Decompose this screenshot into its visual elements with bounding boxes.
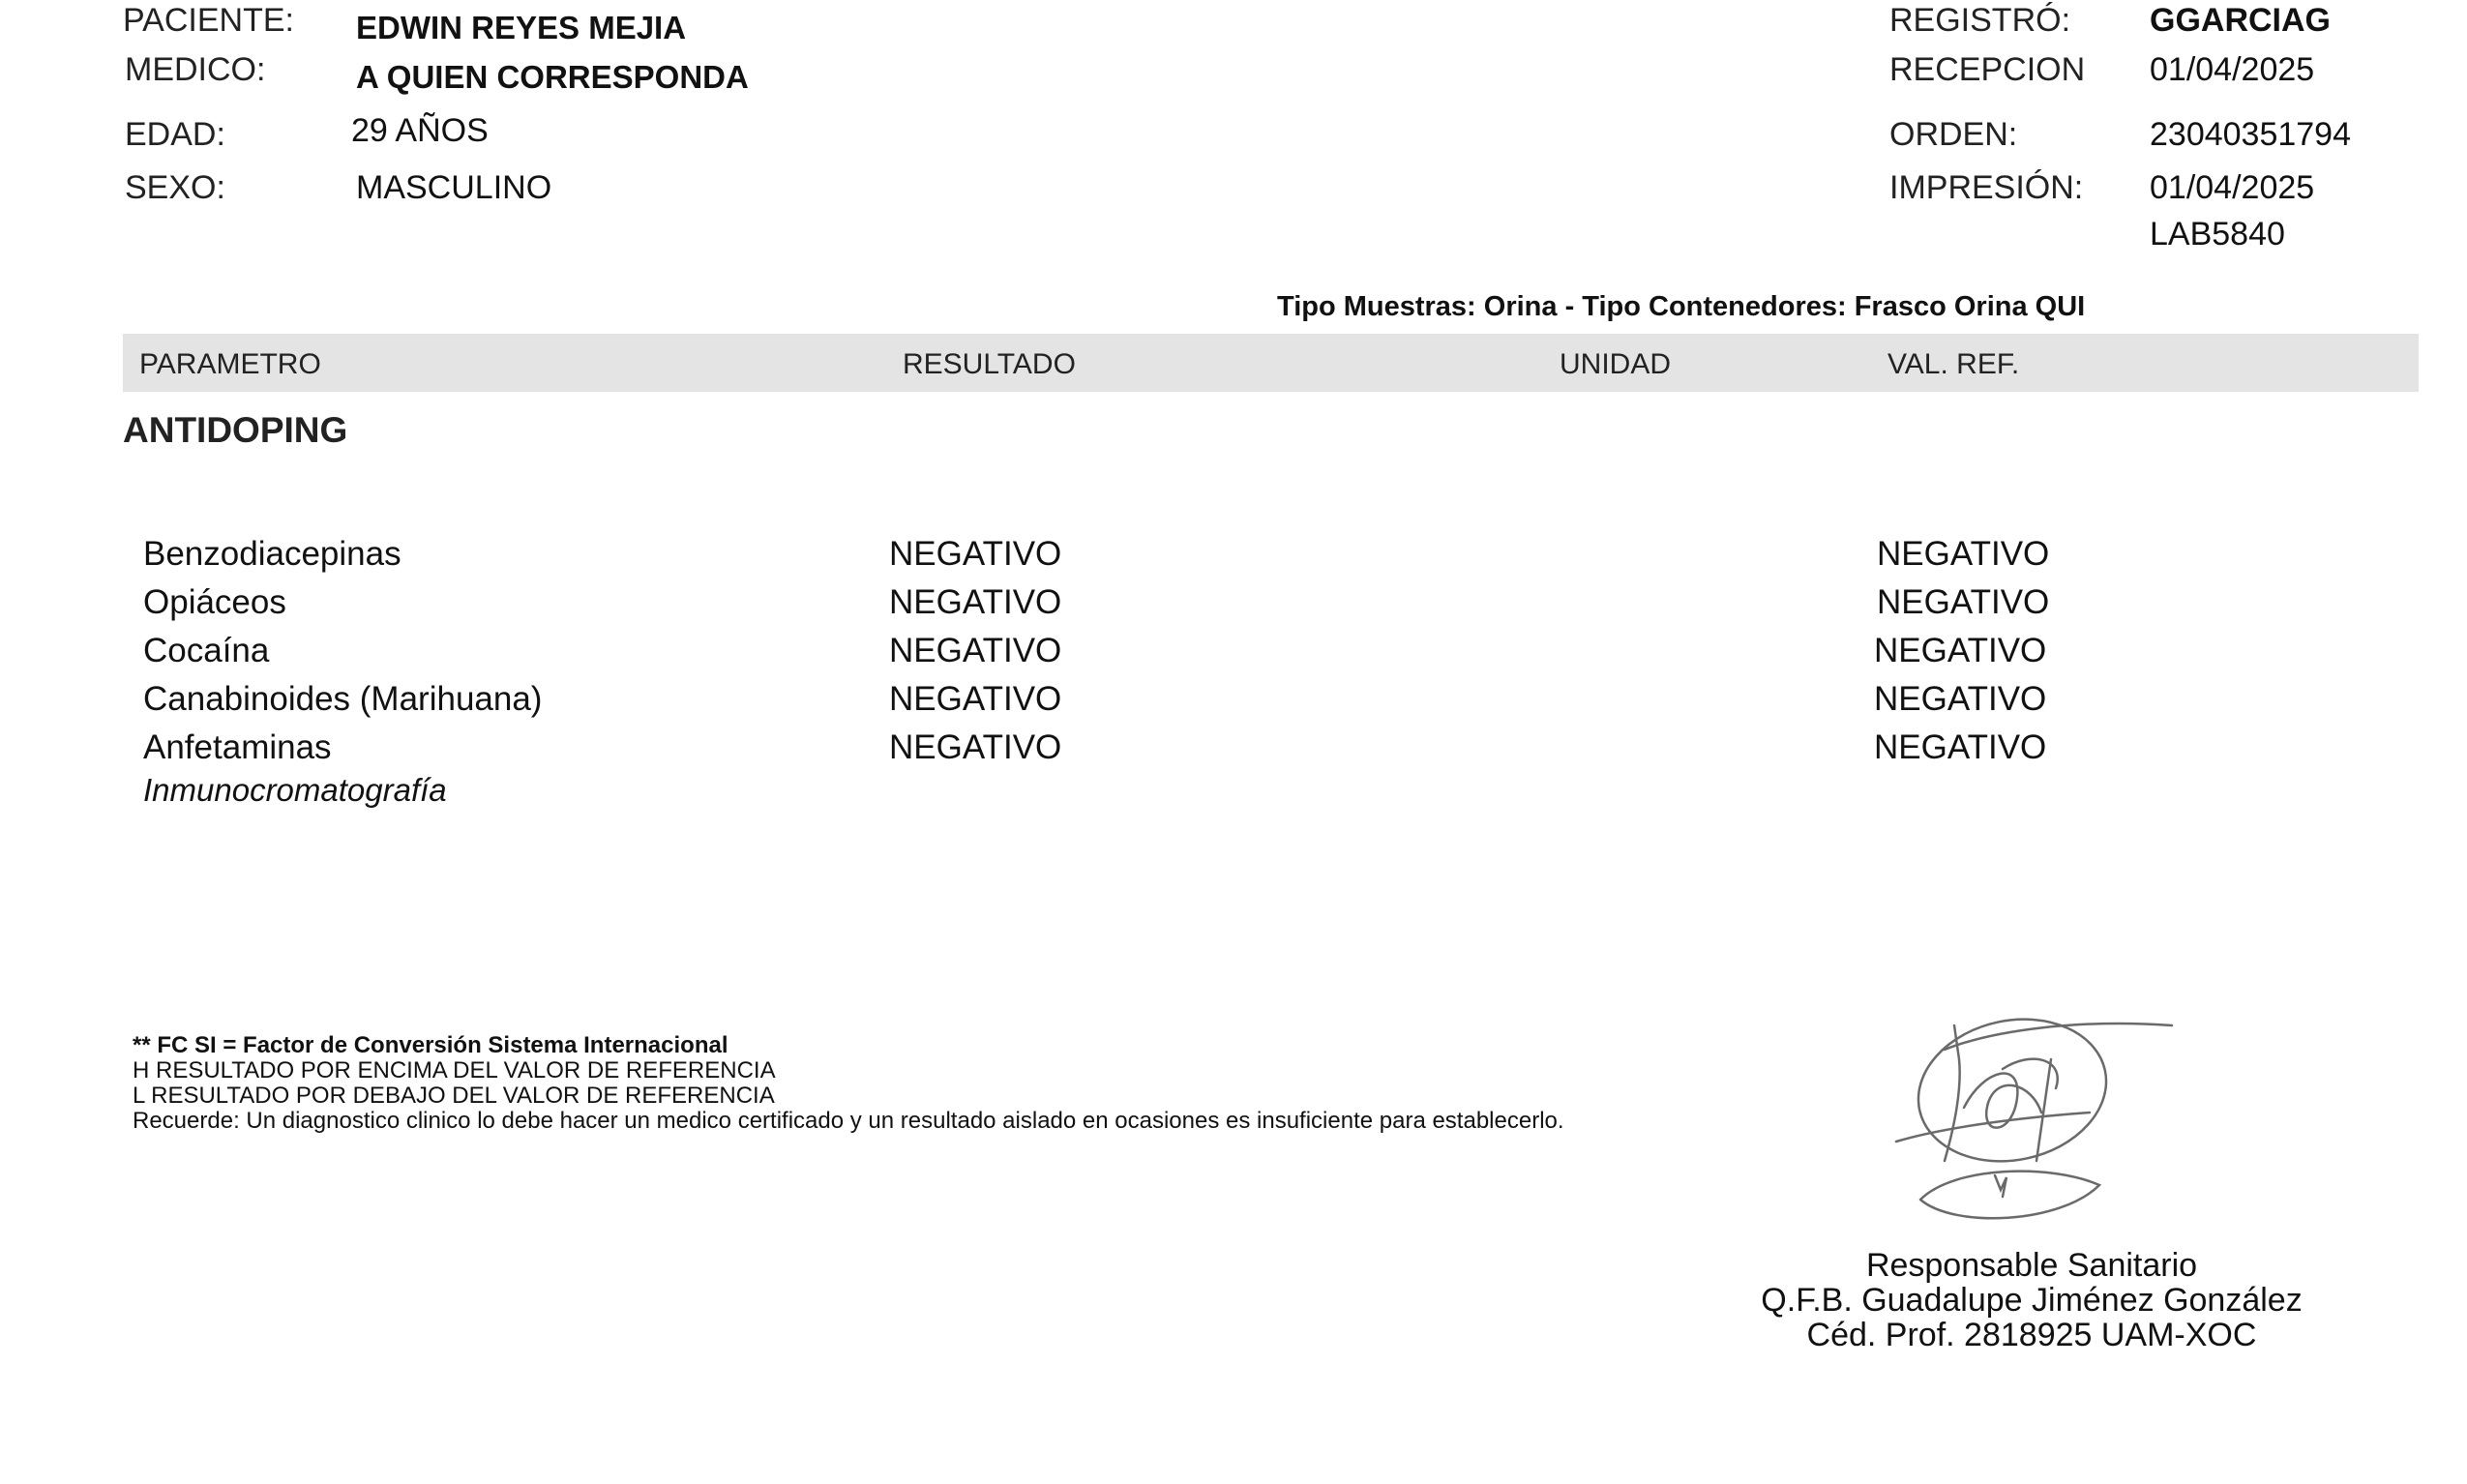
row-resultado: NEGATIVO	[889, 728, 1062, 766]
table-header	[123, 334, 2419, 392]
patient-label: PACIENTE:	[123, 2, 294, 39]
row-resultado: NEGATIVO	[889, 632, 1062, 669]
header-resultado: RESULTADO	[903, 348, 1076, 380]
age-label: EDAD:	[125, 116, 225, 153]
sex-label: SEXO:	[125, 169, 225, 206]
print-label: IMPRESIÓN:	[1889, 169, 2084, 206]
section-title: ANTIDOPING	[123, 410, 348, 450]
row-val-ref: NEGATIVO	[1874, 728, 2047, 766]
row-parametro: Cocaína	[143, 632, 270, 669]
reception-date: 01/04/2025	[2150, 51, 2315, 88]
print-date: 01/04/2025	[2150, 169, 2315, 206]
footer-notes	[133, 1033, 1564, 1134]
row-resultado: NEGATIVO	[889, 583, 1062, 621]
age-value: 29 AÑOS	[351, 112, 489, 149]
order-number: 23040351794	[2150, 116, 2352, 153]
header-unidad: UNIDAD	[1560, 348, 1672, 380]
patient-name: EDWIN REYES MEJIA	[356, 10, 687, 45]
signature-block	[1732, 1248, 2332, 1352]
lab-code: LAB5840	[2150, 216, 2285, 252]
row-parametro: Canabinoides (Marihuana)	[143, 680, 543, 718]
row-val-ref: NEGATIVO	[1874, 680, 2047, 718]
note-high: H RESULTADO POR ENCIMA DEL VALOR DE REFERENCIA	[133, 1057, 776, 1083]
doctor-label: MEDICO:	[125, 51, 266, 88]
header-parametro: PARAMETRO	[139, 348, 321, 380]
method-note: Inmunocromatografía	[143, 772, 447, 808]
signature-role: Responsable Sanitario	[1865, 1247, 2198, 1284]
header-val-ref: VAL. REF.	[1887, 348, 2020, 380]
note-low: L RESULTADO POR DEBAJO DEL VALOR DE REFERENCIA	[133, 1083, 775, 1109]
row-parametro: Benzodiacepinas	[143, 535, 401, 573]
registered-by-label: REGISTRÓ:	[1889, 2, 2071, 39]
row-val-ref: NEGATIVO	[1877, 535, 2050, 573]
row-resultado: NEGATIVO	[889, 535, 1062, 573]
signature-name: Q.F.B. Guadalupe Jiménez González	[1761, 1282, 2303, 1319]
sex-value: MASCULINO	[356, 169, 552, 206]
doctor-name: A QUIEN CORRESPONDA	[356, 59, 749, 95]
row-val-ref: NEGATIVO	[1877, 583, 2050, 621]
row-parametro: Anfetaminas	[143, 728, 332, 766]
reception-label: RECEPCION	[1889, 51, 2086, 88]
note-fc-si: ** FC SI = Factor de Conversión Sistema Internacional	[133, 1032, 728, 1058]
registered-by-value: GGARCIAG	[2150, 2, 2331, 39]
row-val-ref: NEGATIVO	[1874, 632, 2047, 669]
signature-image	[1887, 992, 2186, 1233]
signature-license: Céd. Prof. 2818925 UAM-XOC	[1806, 1317, 2257, 1353]
row-parametro: Opiáceos	[143, 583, 286, 621]
note-disclaimer: Recuerde: Un diagnostico clinico lo debe hacer un medico certificado y un resultado aislado en ocasiones es insuficiente para establecerlo.	[133, 1108, 1564, 1134]
order-label: ORDEN:	[1889, 116, 2018, 153]
row-resultado: NEGATIVO	[889, 680, 1062, 718]
sample-info: Tipo Muestras: Orina - Tipo Contenedores: Frasco Orina QUI	[1277, 291, 2086, 322]
